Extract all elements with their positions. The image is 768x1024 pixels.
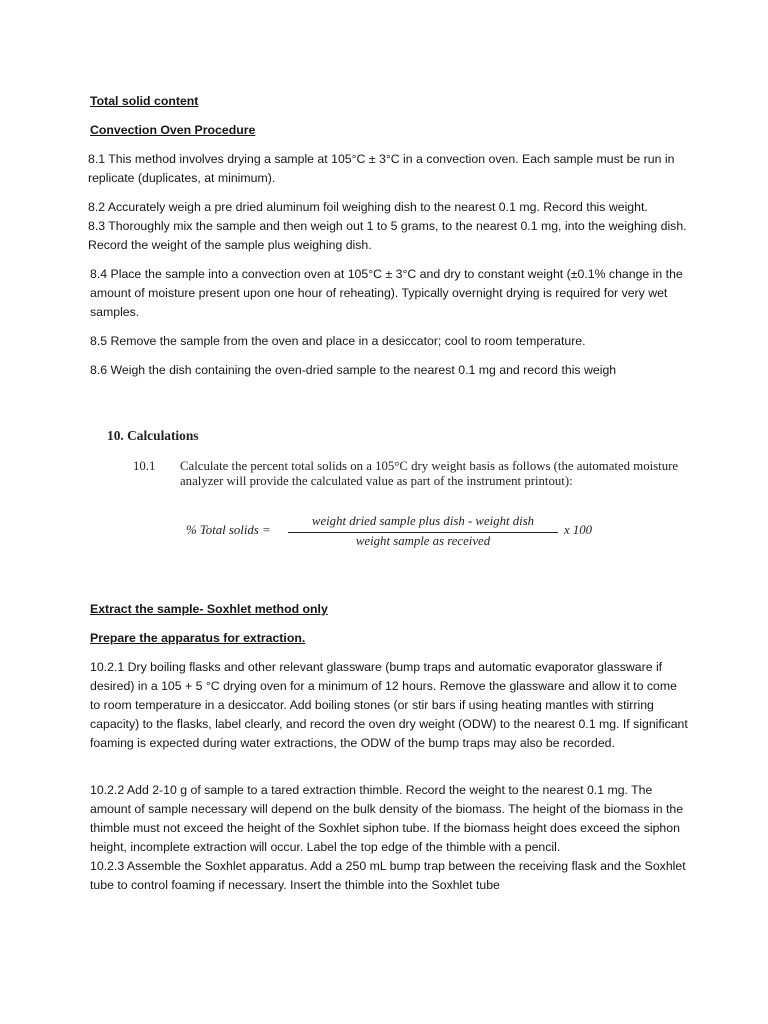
formula-denominator: weight sample as received	[355, 534, 491, 548]
heading-prepare-apparatus: Prepare the apparatus for extraction.	[90, 631, 306, 645]
paragraph-8-6: 8.6 Weigh the dish containing the oven-dried sample to the nearest 0.1 mg and record this weigh	[90, 363, 617, 377]
paragraph-10-2-3: 10.2.3 Assemble the Soxhlet apparatus. Add a 250 mL bump trap between the receiving flask and the Soxhlet tube to control foaming if necessary. Insert the thimble into the Soxhlet tube	[90, 859, 686, 892]
paragraph-10-2-1: 10.2.1 Dry boiling flasks and other relevant glassware (bump traps and automatic evaporator glassware if desired) in a 105 + 5 °C drying oven for a minimum of 12 hours. Remove the glassware and allow it to come to room temperature in a desiccator. Add boiling stones (or stir bars if using heating mantles with stirring capacity) to the flasks, label clearly, and record the oven dry weight (ODW) to the nearest 0.1 mg. If significant foaming is expected during water extractions, the ODW of the bump traps may also be recorded.	[90, 660, 688, 750]
section-title-total-solid-content: Total solid content	[90, 94, 199, 108]
paragraph-8-2: 8.2 Accurately weigh a pre dried aluminum foil weighing dish to the nearest 0.1 mg. Record this weight.	[88, 200, 648, 214]
calculations-text: Calculate the percent total solids on a 105°C dry weight basis as follows (the automated moisture analyzer will provide the calculated value as part of the instrument printout):	[180, 459, 679, 488]
paragraph-8-4: 8.4 Place the sample into a convection oven at 105°C ± 3°C and dry to constant weight (±0.1% change in the amount of moisture present upon one hour of reheating). Typically overnight drying is required for very wet samples.	[90, 267, 683, 319]
total-solids-formula	[186, 514, 626, 554]
paragraph-10-2-2: 10.2.2 Add 2-10 g of sample to a tared extraction thimble. Record the weight to the nearest 0.1 mg. The amount of sample necessary will depend on the bulk density of the biomass. The height of the biomass in the thimble must not exceed the height of the Soxhlet siphon tube. If the biomass height does exceed the siphon height, incomplete extraction will occur. Label the top edge of the thimble with a pencil.	[90, 783, 684, 854]
paragraph-8-1: 8.1 This method involves drying a sample at 105°C ± 3°C in a convection oven. Each sample must be run in replicate (duplicates, at minimum).	[88, 152, 675, 185]
formula-numerator: weight dried sample plus dish - weight dish	[311, 514, 535, 528]
formula-multiplier: x 100	[564, 523, 593, 537]
calculations-heading: 10. Calculations	[107, 428, 199, 443]
formula-fraction-bar	[288, 532, 558, 533]
paragraph-8-5: 8.5 Remove the sample from the oven and place in a desiccator; cool to room temperature.	[90, 334, 586, 348]
calculations-step-number: 10.1	[133, 459, 156, 473]
heading-soxhlet-extract: Extract the sample- Soxhlet method only	[90, 602, 328, 616]
paragraph-8-3: 8.3 Thoroughly mix the sample and then weigh out 1 to 5 grams, to the nearest 0.1 mg, into the weighing dish. Record the weight of the sample plus weighing dish.	[88, 219, 687, 252]
formula-lhs: % Total solids =	[186, 523, 271, 537]
heading-convection-oven-procedure: Convection Oven Procedure	[90, 123, 256, 137]
